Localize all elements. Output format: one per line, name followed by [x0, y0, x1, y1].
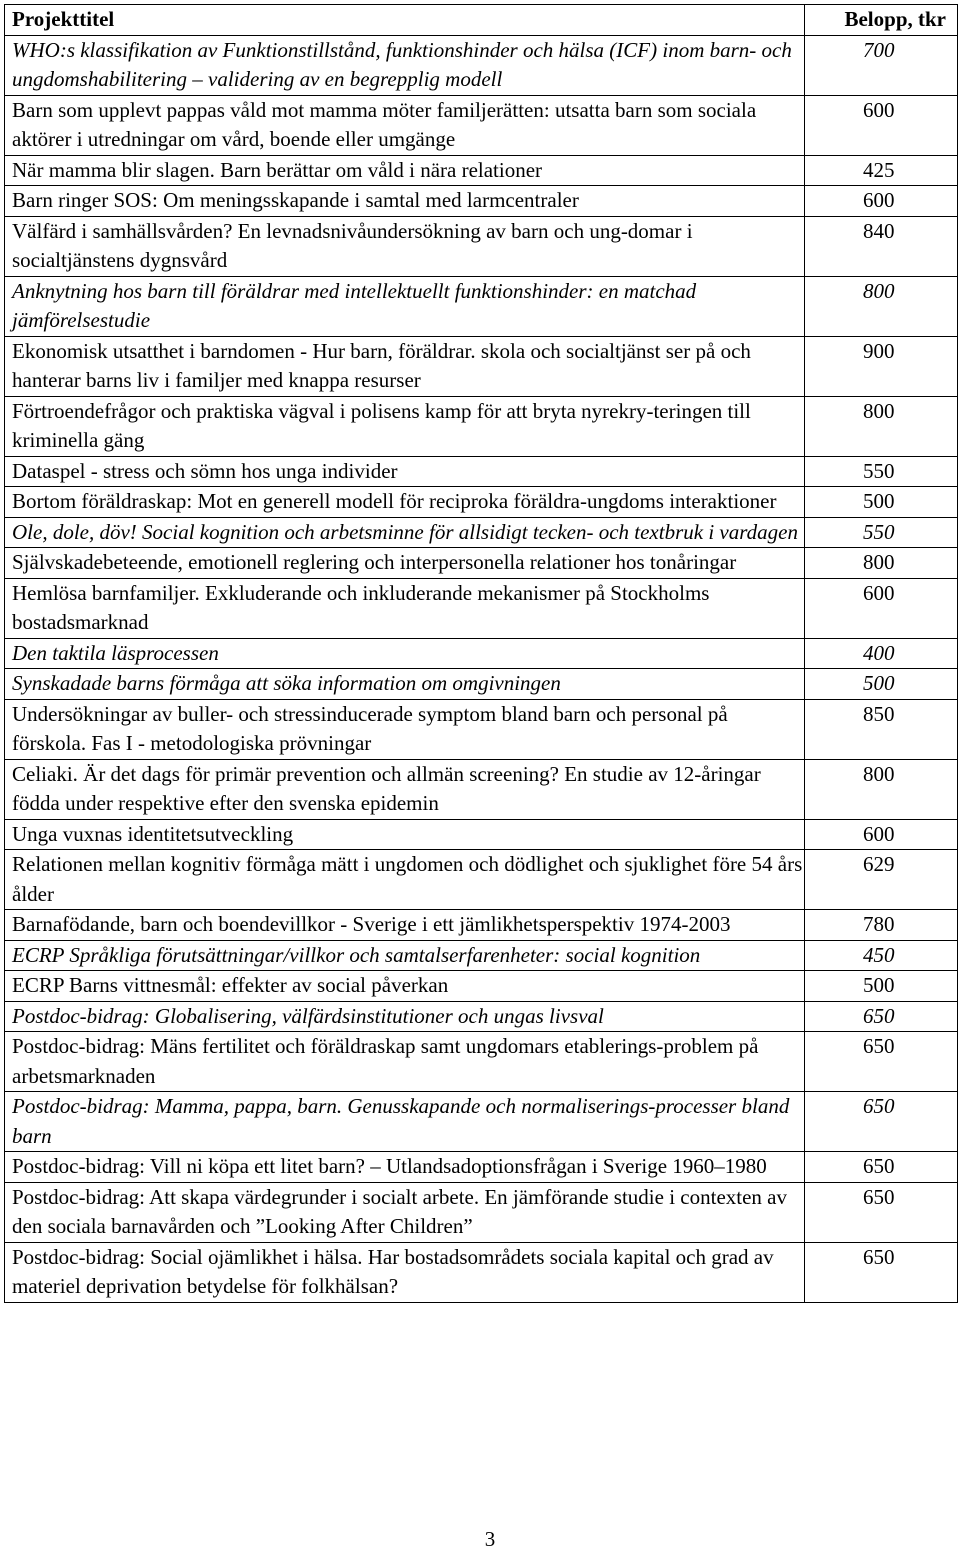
amount-cell: 850	[805, 699, 958, 759]
grants-table	[4, 4, 958, 1303]
table-row	[5, 578, 958, 638]
page-number: 3	[484, 1527, 496, 1551]
table-row	[5, 1032, 958, 1092]
header-project-title: Projekttitel	[5, 5, 805, 36]
amount-cell: 650	[805, 1242, 958, 1302]
project-title-cell: Barnafödande, barn och boendevillkor - Sverige i ett jämlikhetsperspektiv 1974-2003	[5, 910, 805, 941]
project-title-cell: Postdoc-bidrag: Mamma, pappa, barn. Genusskapande och normaliserings-processer bland barn	[5, 1092, 805, 1152]
project-title-cell: Undersökningar av buller- och stressinducerade symptom bland barn och personal på förskola. Fas I - metodologiska prövningar	[5, 699, 805, 759]
amount-cell: 600	[805, 95, 958, 155]
project-title-cell: När mamma blir slagen. Barn berättar om våld i nära relationer	[5, 155, 805, 186]
table-row	[5, 971, 958, 1002]
table-row	[5, 276, 958, 336]
amount-cell: 650	[805, 1092, 958, 1152]
amount-cell: 629	[805, 850, 958, 910]
table-row	[5, 669, 958, 700]
table-body	[5, 35, 958, 1302]
project-title-cell: ECRP Barns vittnesmål: effekter av social påverkan	[5, 971, 805, 1002]
project-title-cell: Dataspel - stress och sömn hos unga individer	[5, 456, 805, 487]
project-title-cell: Självskadebeteende, emotionell reglering och interpersonella relationer hos tonåringar	[5, 548, 805, 579]
table-row	[5, 456, 958, 487]
table-row	[5, 910, 958, 941]
project-title-cell: WHO:s klassifikation av Funktionstillstånd, funktionshinder och hälsa (ICF) inom barn- och ungdomshabilitering – validering av en begrepplig modell	[5, 35, 805, 95]
table-row	[5, 1152, 958, 1183]
project-title-cell: Förtroendefrågor och praktiska vägval i polisens kamp för att bryta nyrekry-teringen till kriminella gäng	[5, 396, 805, 456]
project-title-cell: Ekonomisk utsatthet i barndomen - Hur barn, föräldrar. skola och socialtjänst ser på och hanterar barns liv i familjer med knappa resurser	[5, 336, 805, 396]
project-title-cell: Relationen mellan kognitiv förmåga mätt i ungdomen och dödlighet och sjuklighet före 54 års ålder	[5, 850, 805, 910]
table-row	[5, 1001, 958, 1032]
amount-cell: 550	[805, 517, 958, 548]
amount-cell: 600	[805, 186, 958, 217]
project-title-cell: Anknytning hos barn till föräldrar med intellektuellt funktionshinder: en matchad jämförelsestudie	[5, 276, 805, 336]
project-title-cell: Ole, dole, döv! Social kognition och arbetsminne för allsidigt tecken- och textbruk i vardagen	[5, 517, 805, 548]
table-row	[5, 1182, 958, 1242]
amount-cell: 500	[805, 669, 958, 700]
table-row	[5, 517, 958, 548]
amount-cell: 900	[805, 336, 958, 396]
table-row	[5, 940, 958, 971]
project-title-cell: Den taktila läsprocessen	[5, 638, 805, 669]
project-title-cell: Postdoc-bidrag: Social ojämlikhet i hälsa. Har bostadsområdets sociala kapital och grad av materiel deprivation betydelse för folkhälsan?	[5, 1242, 805, 1302]
project-title-cell: Barn ringer SOS: Om meningsskapande i samtal med larmcentraler	[5, 186, 805, 217]
table-row	[5, 819, 958, 850]
project-title-cell: ECRP Språkliga förutsättningar/villkor och samtalserfarenheter: social kognition	[5, 940, 805, 971]
table-row	[5, 699, 958, 759]
table-row	[5, 186, 958, 217]
amount-cell: 500	[805, 971, 958, 1002]
table-header-row	[5, 5, 958, 36]
table-row	[5, 1092, 958, 1152]
header-amount: Belopp, tkr	[805, 5, 958, 36]
amount-cell: 600	[805, 578, 958, 638]
amount-cell: 650	[805, 1152, 958, 1183]
amount-cell: 800	[805, 759, 958, 819]
amount-cell: 450	[805, 940, 958, 971]
table-row	[5, 336, 958, 396]
table-row	[5, 216, 958, 276]
project-title-cell: Postdoc-bidrag: Att skapa värdegrunder i socialt arbete. En jämförande studie i contexten av den sociala barnavården och ”Looking After Children”	[5, 1182, 805, 1242]
project-title-cell: Hemlösa barnfamiljer. Exkluderande och inkluderande mekanismer på Stockholms bostadsmarknad	[5, 578, 805, 638]
table-row	[5, 548, 958, 579]
table-row	[5, 759, 958, 819]
amount-cell: 600	[805, 819, 958, 850]
amount-cell: 425	[805, 155, 958, 186]
table-row	[5, 487, 958, 518]
project-title-cell: Unga vuxnas identitetsutveckling	[5, 819, 805, 850]
amount-cell: 500	[805, 487, 958, 518]
table-row	[5, 35, 958, 95]
amount-cell: 800	[805, 276, 958, 336]
project-title-cell: Postdoc-bidrag: Vill ni köpa ett litet barn? – Utlandsadoptionsfrågan i Sverige 1960–1980	[5, 1152, 805, 1183]
table-row	[5, 396, 958, 456]
amount-cell: 840	[805, 216, 958, 276]
amount-cell: 800	[805, 548, 958, 579]
project-title-cell: Celiaki. Är det dags för primär prevention och allmän screening? En studie av 12-åringar födda under respektive efter den svenska epidemin	[5, 759, 805, 819]
project-title-cell: Välfärd i samhällsvården? En levnadsnivåundersökning av barn och ung-domar i socialtjänstens dygnsvård	[5, 216, 805, 276]
amount-cell: 650	[805, 1032, 958, 1092]
table-row	[5, 850, 958, 910]
table-row	[5, 95, 958, 155]
table-row	[5, 155, 958, 186]
amount-cell: 800	[805, 396, 958, 456]
amount-cell: 650	[805, 1001, 958, 1032]
amount-cell: 550	[805, 456, 958, 487]
project-title-cell: Bortom föräldraskap: Mot en generell modell för reciproka föräldra-ungdoms interaktioner	[5, 487, 805, 518]
project-title-cell: Postdoc-bidrag: Globalisering, välfärdsinstitutioner och ungas livsval	[5, 1001, 805, 1032]
amount-cell: 650	[805, 1182, 958, 1242]
project-title-cell: Barn som upplevt pappas våld mot mamma möter familjerätten: utsatta barn som sociala aktörer i utredningar om vård, boende eller umgänge	[5, 95, 805, 155]
amount-cell: 700	[805, 35, 958, 95]
table-row	[5, 638, 958, 669]
table-row	[5, 1242, 958, 1302]
project-title-cell: Postdoc-bidrag: Mäns fertilitet och föräldraskap samt ungdomars etablerings-problem på arbetsmarknaden	[5, 1032, 805, 1092]
amount-cell: 400	[805, 638, 958, 669]
project-title-cell: Synskadade barns förmåga att söka information om omgivningen	[5, 669, 805, 700]
amount-cell: 780	[805, 910, 958, 941]
